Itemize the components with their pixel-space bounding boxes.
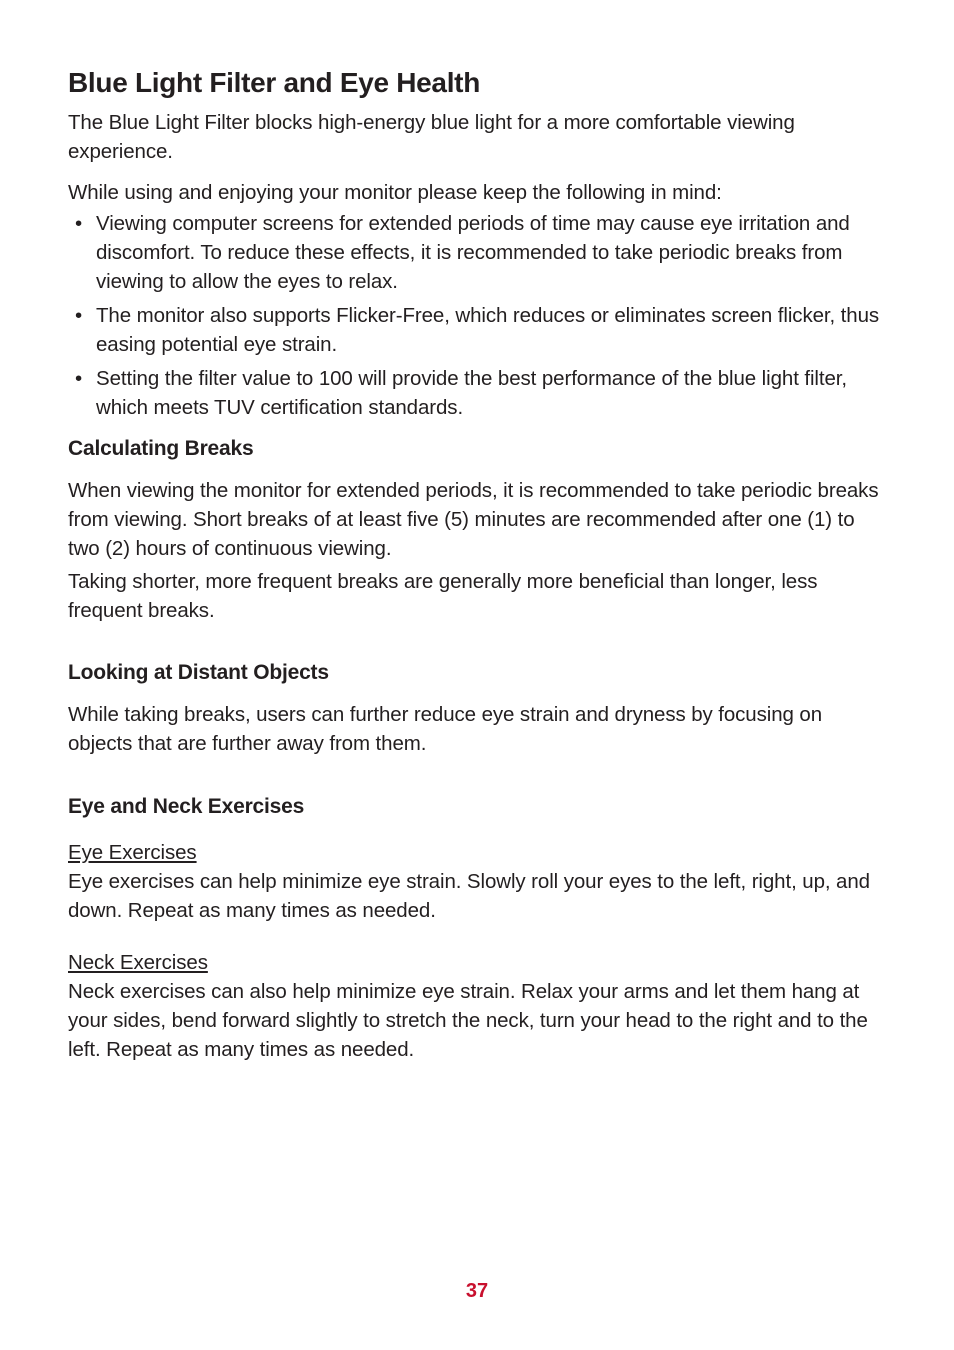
bullet-icon: • bbox=[75, 367, 83, 390]
keep-in-mind-paragraph: While using and enjoying your monitor please keep the following in mind: bbox=[68, 181, 722, 204]
calculating-breaks-paragraph-1: When viewing the monitor for extended periods, it is recommended to take periodic breaks from viewing. Short breaks of at least five (5) minutes are recommended after one (1) to two (2) hours of continuous viewing. bbox=[68, 479, 879, 560]
bullet-icon: • bbox=[75, 304, 83, 327]
list-item bbox=[68, 301, 888, 359]
calculating-breaks-heading: Calculating Breaks bbox=[68, 437, 254, 460]
neck-exercises-subheading: Neck Exercises bbox=[68, 951, 208, 974]
page-title: Blue Light Filter and Eye Health bbox=[68, 67, 481, 98]
page-number: 37 bbox=[465, 1280, 489, 1302]
eye-exercises-paragraph: Eye exercises can help minimize eye strain. Slowly roll your eyes to the left, right, up, and down. Repeat as many times as needed. bbox=[68, 870, 870, 922]
list-item bbox=[68, 209, 888, 296]
calculating-breaks-paragraph-2: Taking shorter, more frequent breaks are generally more beneficial than longer, less frequent breaks. bbox=[68, 570, 818, 622]
list-item-text: Viewing computer screens for extended periods of time may cause eye irritation and discomfort. To reduce these effects, it is recommended to take periodic breaks from viewing to allow the eyes to relax. bbox=[96, 212, 850, 293]
bullet-list bbox=[68, 209, 888, 422]
list-item bbox=[68, 364, 888, 422]
document-page bbox=[68, 64, 888, 1064]
bullet-icon: • bbox=[75, 212, 83, 235]
distant-objects-heading: Looking at Distant Objects bbox=[68, 661, 329, 684]
intro-paragraph: The Blue Light Filter blocks high-energy blue light for a more comfortable viewing experience. bbox=[68, 111, 795, 163]
distant-objects-paragraph: While taking breaks, users can further reduce eye strain and dryness by focusing on objects that are further away from them. bbox=[68, 703, 823, 755]
list-item-text: The monitor also supports Flicker-Free, which reduces or eliminates screen flicker, thus easing potential eye strain. bbox=[96, 304, 880, 356]
neck-exercises-paragraph: Neck exercises can also help minimize eye strain. Relax your arms and let them hang at your sides, bend forward slightly to stretch the neck, turn your head to the right and to the left. Repeat as many times as needed. bbox=[68, 980, 868, 1061]
list-item-text: Setting the filter value to 100 will provide the best performance of the blue light filter, which meets TUV certification standards. bbox=[96, 367, 847, 419]
exercises-heading: Eye and Neck Exercises bbox=[68, 795, 305, 818]
eye-exercises-subheading: Eye Exercises bbox=[68, 841, 197, 864]
